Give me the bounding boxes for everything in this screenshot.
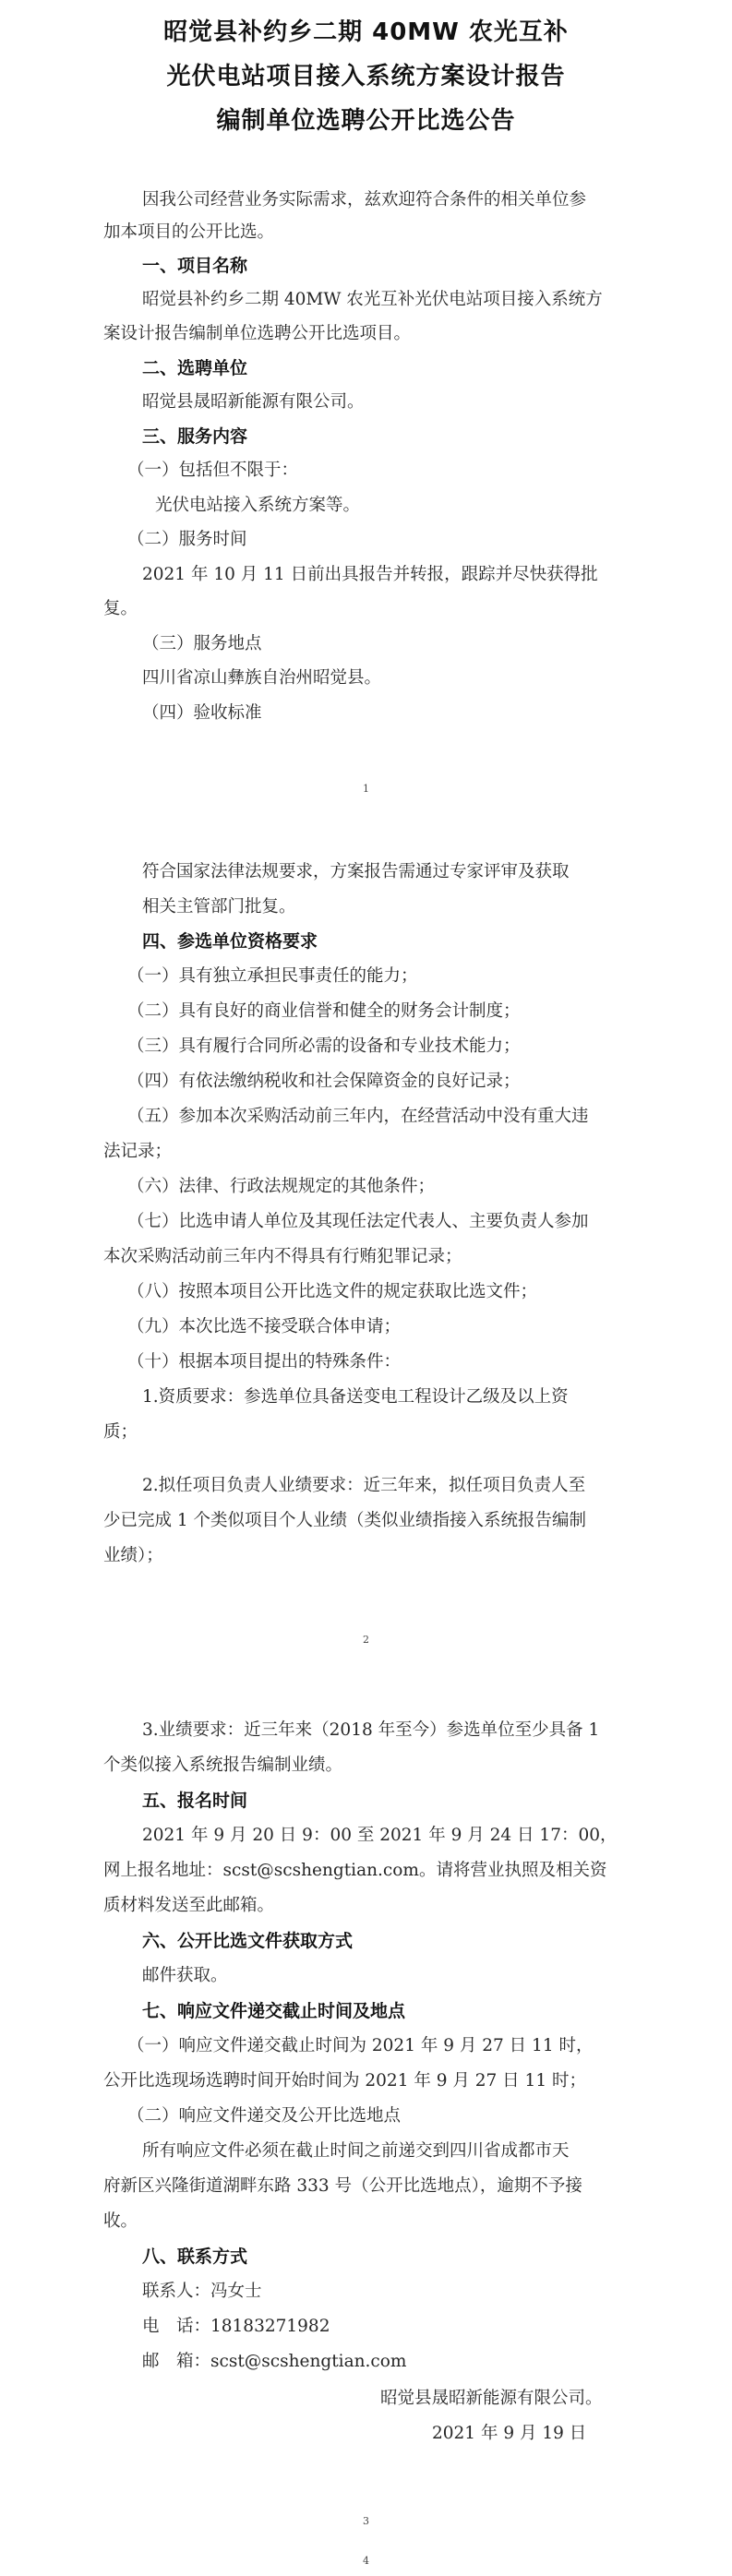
s1-line-2: 案设计报告编制单位选聘公开比选项目。 — [103, 324, 412, 343]
s7-line-4: 所有响应文件必须在截止时间之前递交到四川省成都市天 — [142, 2141, 570, 2161]
s3-item-1-body: 光伏电站接入系统方案等。 — [155, 496, 361, 515]
s3-item-4-line-2: 相关主管部门批复。 — [142, 897, 296, 917]
s4-item-5-line-2: 法记录； — [103, 1142, 173, 1161]
s4-special-2-line-1: 2.拟任项目负责人业绩要求：近三年来，拟任项目负责人至 — [142, 1476, 586, 1495]
s5-line-1: 2021 年 9 月 20 日 9：00 至 2021 年 9 月 24 日 17：00， — [142, 1826, 618, 1845]
s3-item-3: （三）服务地点 — [142, 634, 262, 653]
contact-phone: 电 话：18183271982 — [142, 2317, 330, 2336]
doc-title-line-1: 昭觉县补约乡二期 40MW 农光互补 — [163, 18, 569, 46]
s3-item-2-line-1: 2021 年 10 月 11 日前出具报告并转报，跟踪并尽快获得批 — [142, 565, 598, 584]
contact-email: 邮 箱：scst@scshengtian.com — [142, 2352, 407, 2371]
section-7-heading: 七、响应文件递交截止时间及地点 — [142, 2001, 406, 2021]
s1-line-1: 昭觉县补约乡二期 40MW 农光互补光伏电站项目接入系统方 — [142, 290, 603, 309]
page-number: 3 — [363, 2515, 369, 2527]
s4-item-7-line-2: 本次采购活动前三年内不得具有行贿犯罪记录； — [103, 1247, 462, 1266]
page-number: 2 — [363, 1634, 369, 1646]
s3-item-2-line-2: 复。 — [103, 599, 138, 618]
s7-line-1: （一）响应文件递交截止时间为 2021 年 9 月 27 日 11 时， — [127, 2036, 594, 2055]
section-2-heading: 二、选聘单位 — [142, 358, 248, 378]
intro-line-1: 因我公司经营业务实际需求，兹欢迎符合条件的相关单位参 — [142, 190, 587, 210]
s4-item-1: （一）具有独立承担民事责任的能力； — [127, 966, 418, 986]
s4-item-10: （十）根据本项目提出的特殊条件： — [127, 1352, 402, 1372]
section-5-heading: 五、报名时间 — [142, 1791, 248, 1811]
section-1-heading: 一、项目名称 — [142, 256, 248, 276]
s3-item-3-body: 四川省凉山彝族自治州昭觉县。 — [142, 668, 382, 688]
signoff-company: 昭觉县晟昭新能源有限公司。 — [380, 2389, 603, 2408]
intro-line-2: 加本项目的公开比选。 — [103, 222, 275, 242]
s7-line-3: （二）响应文件递交及公开比选地点 — [127, 2106, 402, 2126]
s4-item-3: （三）具有履行合同所必需的设备和专业技术能力； — [127, 1036, 521, 1056]
s7-line-6: 收。 — [103, 2211, 138, 2231]
signoff-date: 2021 年 9 月 19 日 — [432, 2424, 587, 2443]
s4-item-4: （四）有依法缴纳税收和社会保障资金的良好记录； — [127, 1072, 521, 1091]
s5-line-3: 质材料发送至此邮箱。 — [103, 1896, 275, 1915]
section-3-heading: 三、服务内容 — [142, 426, 248, 447]
s3-item-4: （四）验收标准 — [142, 703, 262, 723]
page-number: 4 — [363, 2555, 369, 2567]
s4-item-6: （六）法律、行政法规规定的其他条件； — [127, 1177, 436, 1196]
s3-item-4-line-1: 符合国家法律法规要求，方案报告需通过专家评审及获取 — [142, 862, 570, 881]
s7-line-2: 公开比选现场选聘时间开始时间为 2021 年 9 月 27 日 11 时； — [103, 2071, 586, 2091]
s4-item-9: （九）本次比选不接受联合体申请； — [127, 1317, 402, 1336]
s4-item-2: （二）具有良好的商业信誉和健全的财务会计制度； — [127, 1001, 521, 1021]
s4-item-8: （八）按照本项目公开比选文件的规定获取比选文件； — [127, 1282, 538, 1301]
doc-title-line-2: 光伏电站项目接入系统方案设计报告 — [166, 63, 566, 90]
section-6-heading: 六、公开比选文件获取方式 — [142, 1931, 354, 1951]
section-4-heading: 四、参选单位资格要求 — [142, 931, 318, 952]
s5-line-2: 网上报名地址：scst@scshengtian.com。请将营业执照及相关资 — [103, 1861, 607, 1880]
page-number: 1 — [363, 783, 369, 795]
s4-special-2-line-2: 少已完成 1 个类似项目个人业绩（类似业绩指接入系统报告编制 — [103, 1511, 587, 1530]
contact-person: 联系人：冯女士 — [142, 2282, 262, 2301]
s4-special-3-line-1: 3.业绩要求：近三年来（2018 年至今）参选单位至少具备 1 — [142, 1720, 600, 1740]
s4-special-1-line-2: 质； — [103, 1422, 138, 1442]
s7-line-5: 府新区兴隆街道湖畔东路 333 号（公开比选地点），逾期不予接 — [103, 2176, 582, 2196]
s3-item-2: （二）服务时间 — [127, 530, 247, 549]
s4-special-2-line-3: 业绩）； — [103, 1546, 163, 1565]
s4-item-5-line-1: （五）参加本次采购活动前三年内，在经营活动中没有重大违 — [127, 1107, 589, 1126]
s4-special-1-line-1: 1.资质要求：参选单位具备送变电工程设计乙级及以上资 — [142, 1387, 569, 1407]
s4-item-7-line-1: （七）比选申请人单位及其现任法定代表人、主要负责人参加 — [127, 1212, 589, 1231]
doc-title-line-3: 编制单位选聘公开比选公告 — [216, 107, 516, 135]
section-8-heading: 八、联系方式 — [142, 2247, 248, 2267]
s3-item-1: （一）包括但不限于： — [127, 461, 299, 480]
s4-special-3-line-2: 个类似接入系统报告编制业绩。 — [103, 1755, 343, 1775]
s6-line-1: 邮件获取。 — [142, 1966, 228, 1985]
s2-line-1: 昭觉县晟昭新能源有限公司。 — [142, 392, 365, 412]
